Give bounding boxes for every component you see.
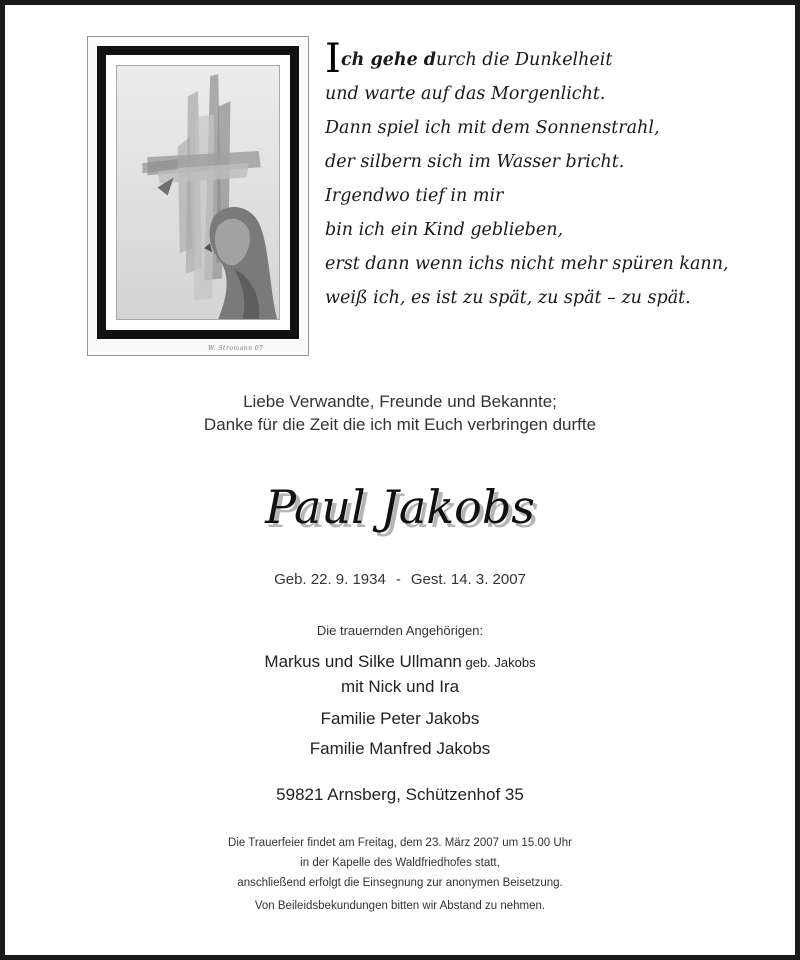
notice-line-2: in der Kapelle des Waldfriedhofes statt, — [300, 857, 500, 869]
notice-line-3: anschließend erfolgt die Einsegnung zur anonymen Beisetzung. — [237, 877, 563, 889]
greeting-line-1: Liebe Verwandte, Freunde und Bekannte; — [243, 392, 557, 411]
poem-line: erst dann wenn ichs nicht mehr spüren kann, — [325, 254, 729, 274]
deceased-name: Paul Jakobs — [265, 480, 535, 534]
mourners-list — [5, 649, 795, 764]
artist-signature: W. Stromann 07 — [208, 345, 264, 352]
poem-initial: I — [325, 36, 341, 82]
poem-line-1 — [325, 36, 775, 82]
funeral-notice — [5, 833, 795, 916]
life-dates — [5, 571, 795, 588]
mourner-line-1 — [5, 649, 795, 676]
notice-line-1: Die Trauerfeier findet am Freitag, dem 23. März 2007 um 15.00 Uhr — [228, 837, 572, 849]
poem-line: weiß ich, es ist zu spät, zu spät – zu spät. — [325, 288, 691, 308]
poem-first-emphasis: ch gehe d — [341, 50, 437, 70]
poem-line: bin ich ein Kind geblieben, — [325, 220, 564, 240]
poem-line: Irgendwo tief in mir — [325, 186, 504, 206]
greeting-line-2: Danke für die Zeit die ich mit Euch verbringen durfte — [203, 415, 597, 434]
greeting — [5, 390, 795, 436]
poem — [325, 36, 775, 315]
notice-line-4: Von Beileidsbekundungen bitten wir Abstand zu nehmen. — [254, 900, 546, 912]
cross-artwork — [116, 65, 280, 320]
maiden-name-note: geb. Jakobs — [461, 655, 536, 670]
picture-frame — [87, 36, 309, 356]
mourner-line-4: Familie Manfred Jakobs — [309, 739, 491, 758]
mourners-heading: Die trauernden Angehörigen: — [316, 623, 484, 638]
poem-line: Dann spiel ich mit dem Sonnenstrahl, — [325, 118, 660, 138]
mourner-line-2: mit Nick und Ira — [340, 677, 460, 696]
mourner-names: Markus und Silke Ullmann — [264, 652, 462, 671]
picture-inner-frame — [97, 46, 299, 339]
poem-first-tail: urch die Dunkelheit — [436, 50, 613, 70]
death-date: Gest. 14. 3. 2007 — [410, 571, 526, 588]
poem-line: und warte auf das Morgenlicht. — [325, 84, 606, 104]
mourner-line-3: Familie Peter Jakobs — [320, 709, 480, 728]
date-separator: - — [395, 571, 401, 588]
address: 59821 Arnsberg, Schützenhof 35 — [276, 785, 524, 804]
birth-date: Geb. 22. 9. 1934 — [274, 571, 386, 588]
poem-line: der silbern sich im Wasser bricht. — [325, 152, 625, 172]
cross-and-figure-image — [117, 66, 279, 319]
